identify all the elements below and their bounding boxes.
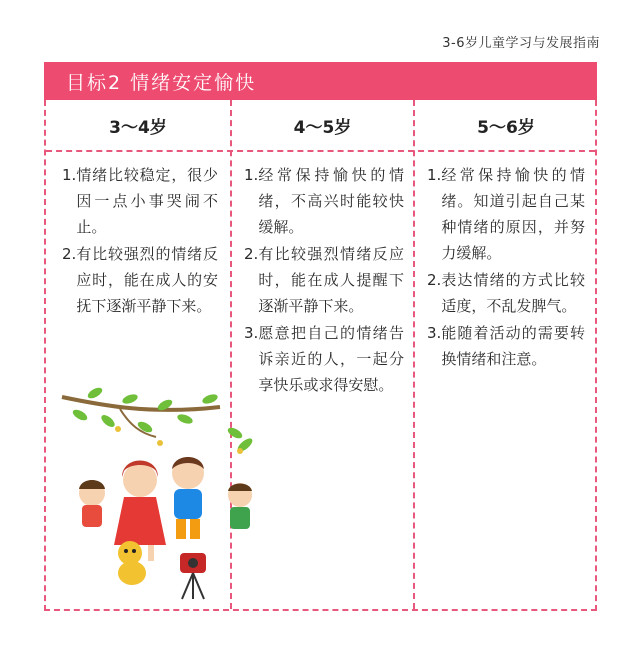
header-divider xyxy=(46,150,595,152)
item-text: 经常保持愉快的情绪，不高兴时能较快缓解。 xyxy=(258,166,404,236)
item-number: 3. xyxy=(427,324,442,342)
item-text: 情绪比较稳定，很少因一点小事哭闹不止。 xyxy=(76,166,218,236)
goal-banner xyxy=(44,62,597,100)
item-text: 能随着活动的需要转换情绪和注意。 xyxy=(441,324,585,368)
item-text: 经常保持愉快的情绪。知道引起自己某种情绪的原因，并努力缓解。 xyxy=(441,166,585,262)
item-text: 愿意把自己的情绪告诉亲近的人，一起分享快乐或求得安慰。 xyxy=(258,324,404,394)
item-number: 1. xyxy=(244,166,259,184)
list-item xyxy=(427,320,585,372)
age-header-5-6: 5～6岁 xyxy=(477,117,535,138)
document-title: 3-6岁儿童学习与发展指南 xyxy=(442,36,600,51)
cell-5-6 xyxy=(427,162,585,373)
list-item xyxy=(244,241,404,319)
item-text: 表达情绪的方式比较适度，不乱发脾气。 xyxy=(441,271,585,315)
list-item xyxy=(62,162,218,240)
item-number: 2. xyxy=(62,245,77,263)
list-item xyxy=(244,162,404,240)
item-number: 2. xyxy=(244,245,259,263)
age-header-3-4: 3～4岁 xyxy=(109,117,167,138)
cell-4-5 xyxy=(244,162,404,399)
list-item xyxy=(62,241,218,319)
goal-title: 目标2 情绪安定愉快 xyxy=(66,71,257,94)
column-divider xyxy=(413,100,415,609)
item-number: 1. xyxy=(427,166,442,184)
item-text: 有比较强烈的情绪反应时，能在成人的安抚下逐渐平静下来。 xyxy=(76,245,218,315)
item-text: 有比较强烈情绪反应时，能在成人提醒下逐渐平静下来。 xyxy=(258,245,404,315)
item-number: 2. xyxy=(427,271,442,289)
item-number: 3. xyxy=(244,324,259,342)
list-item xyxy=(427,267,585,319)
children-playing-illustration xyxy=(60,385,275,605)
item-number: 1. xyxy=(62,166,77,184)
age-header-4-5: 4～5岁 xyxy=(293,117,352,138)
list-item xyxy=(427,162,585,266)
cell-3-4 xyxy=(62,162,218,320)
